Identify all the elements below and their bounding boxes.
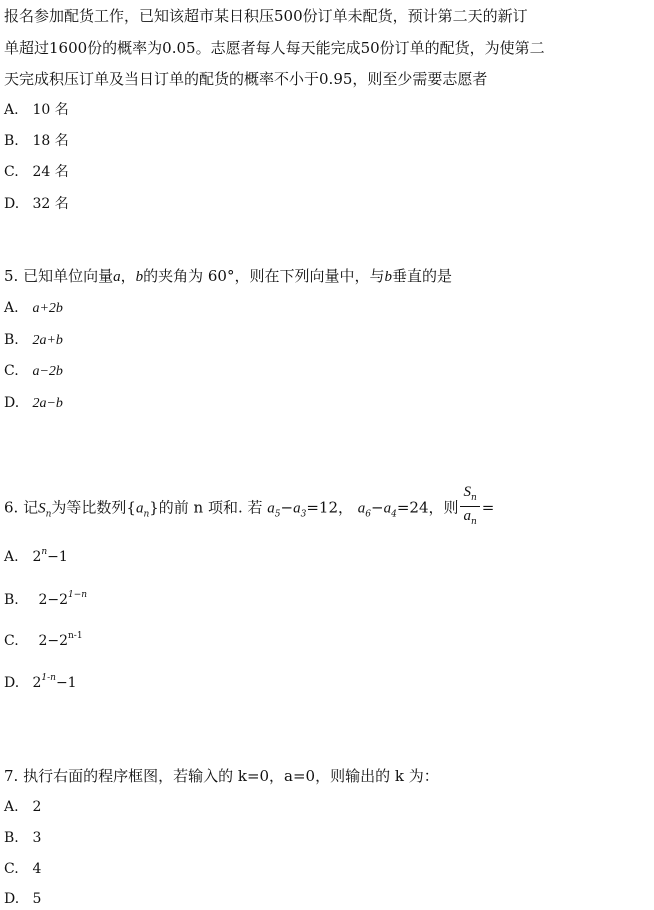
q6-mid1: 为等比数列{	[51, 498, 136, 517]
q5-option-b[interactable]	[4, 330, 63, 351]
option-pre: 2−2	[38, 592, 68, 608]
option-label: D.	[4, 196, 20, 212]
option-text: 3	[32, 830, 42, 846]
option-rest: −1	[55, 675, 77, 691]
q7-option-d[interactable]	[4, 889, 41, 909]
q6-a4: a	[383, 500, 392, 517]
q6-a5: a	[267, 500, 275, 517]
q6-frac-den-a: a	[463, 508, 471, 524]
q6-fraction	[460, 483, 479, 530]
option-label: C.	[4, 633, 19, 649]
option-label: A.	[4, 300, 19, 316]
option-exponent: n	[41, 547, 48, 557]
q6-a6: a	[357, 500, 366, 517]
option-label: B.	[4, 830, 19, 846]
q6-option-d[interactable]	[4, 668, 77, 693]
q4-stem-line-3: 天完成积压订单及当日订单的配货的概率不小于0.95，则至少需要志愿者	[4, 70, 488, 88]
option-rest: −1	[47, 549, 68, 565]
option-text: 18 名	[32, 133, 69, 149]
q5-option-d[interactable]	[4, 393, 63, 414]
q6-a6-sub: 6	[365, 509, 372, 520]
option-label: A.	[4, 799, 19, 815]
q6-minus1: −	[280, 498, 294, 517]
q5-suffix: 垂直的是	[391, 267, 452, 285]
option-text: a+2b	[32, 301, 63, 316]
q6-s-sub: n	[45, 509, 52, 520]
option-text: 4	[32, 861, 42, 877]
option-text: 5	[32, 891, 42, 907]
q7-option-a[interactable]	[4, 797, 41, 817]
q5-vector-b2: b	[384, 269, 392, 285]
option-label: C.	[4, 363, 19, 379]
option-text: 2a−b	[32, 396, 63, 411]
option-text: 2	[32, 799, 42, 815]
q4-option-c[interactable]	[4, 162, 69, 182]
q6-eq2: =24，则	[396, 498, 459, 517]
option-text: a−2b	[32, 364, 63, 379]
q6-a3-sub: 3	[300, 509, 307, 520]
q5-mid: 的夹角为 60°，则在下列向量中，与	[143, 267, 385, 285]
option-text: 32 名	[32, 196, 69, 212]
q6-stem	[4, 485, 494, 532]
q5-sep: ，	[120, 267, 136, 285]
q6-option-b[interactable]	[4, 585, 87, 610]
option-label: A.	[4, 549, 19, 565]
q6-frac-denominator	[460, 507, 479, 530]
q5-vector-b: b	[135, 269, 144, 285]
q6-frac-numerator	[460, 483, 479, 507]
q5-option-c[interactable]	[4, 361, 63, 382]
q5-stem	[4, 266, 452, 287]
q7-stem: 7. 执行右面的程序框图，若输入的 k=0，a=0，则输出的 k 为：	[4, 767, 439, 785]
option-exponent: 1−n	[68, 590, 88, 600]
q6-s: S	[38, 500, 46, 517]
q4-stem-line-1: 报名参加配货工作，已知该超市某日积压500份订单未配货，预计第二天的新订	[4, 7, 528, 25]
option-text: 24 名	[32, 164, 69, 180]
q6-a: a	[135, 500, 144, 517]
q6-prefix: 6. 记	[4, 498, 39, 517]
option-label: D.	[4, 675, 20, 691]
q4-option-a[interactable]	[4, 100, 69, 120]
q6-frac-num-s: S	[463, 484, 471, 500]
option-label: B.	[4, 592, 19, 608]
q6-mid2: }的前 n 项和. 若	[149, 498, 263, 517]
option-label: B.	[4, 133, 19, 149]
option-label: C.	[4, 164, 19, 180]
q6-a3: a	[293, 500, 301, 517]
option-text: 10 名	[32, 102, 69, 118]
option-label: B.	[4, 332, 19, 348]
option-base: 2	[32, 549, 42, 565]
option-exponent: n-1	[68, 631, 83, 641]
q4-option-b[interactable]	[4, 131, 69, 151]
q6-option-c[interactable]	[4, 626, 83, 651]
q6-eq1: =12，	[306, 498, 353, 517]
q6-option-a[interactable]	[4, 542, 68, 567]
q5-vector-a: a	[113, 269, 121, 285]
q6-a5-sub: 5	[274, 509, 281, 520]
q4-option-d[interactable]	[4, 194, 69, 214]
option-pre: 2−2	[38, 633, 68, 649]
q7-option-b[interactable]	[4, 828, 41, 848]
q6-frac-den-sub: n	[470, 517, 477, 527]
q6-minus2: −	[371, 498, 384, 517]
q5-prefix: 5. 已知单位向量	[4, 267, 114, 285]
q6-a4-sub: 4	[391, 509, 397, 520]
q6-a-sub: n	[143, 509, 150, 520]
q4-stem-line-2: 单超过1600份的概率为0.05。志愿者每人每天能完成50份订单的配货，为使第二	[4, 39, 545, 57]
option-label: D.	[4, 395, 20, 411]
option-label: C.	[4, 861, 19, 877]
option-label: A.	[4, 102, 19, 118]
option-label: D.	[4, 891, 20, 907]
option-text: 2a+b	[32, 333, 63, 348]
q6-tail: =	[481, 498, 495, 517]
q5-option-a[interactable]	[4, 298, 63, 319]
option-exponent: 1-n	[41, 673, 56, 683]
option-base: 2	[32, 675, 42, 691]
q6-frac-num-sub: n	[470, 493, 477, 503]
q7-option-c[interactable]	[4, 859, 41, 879]
